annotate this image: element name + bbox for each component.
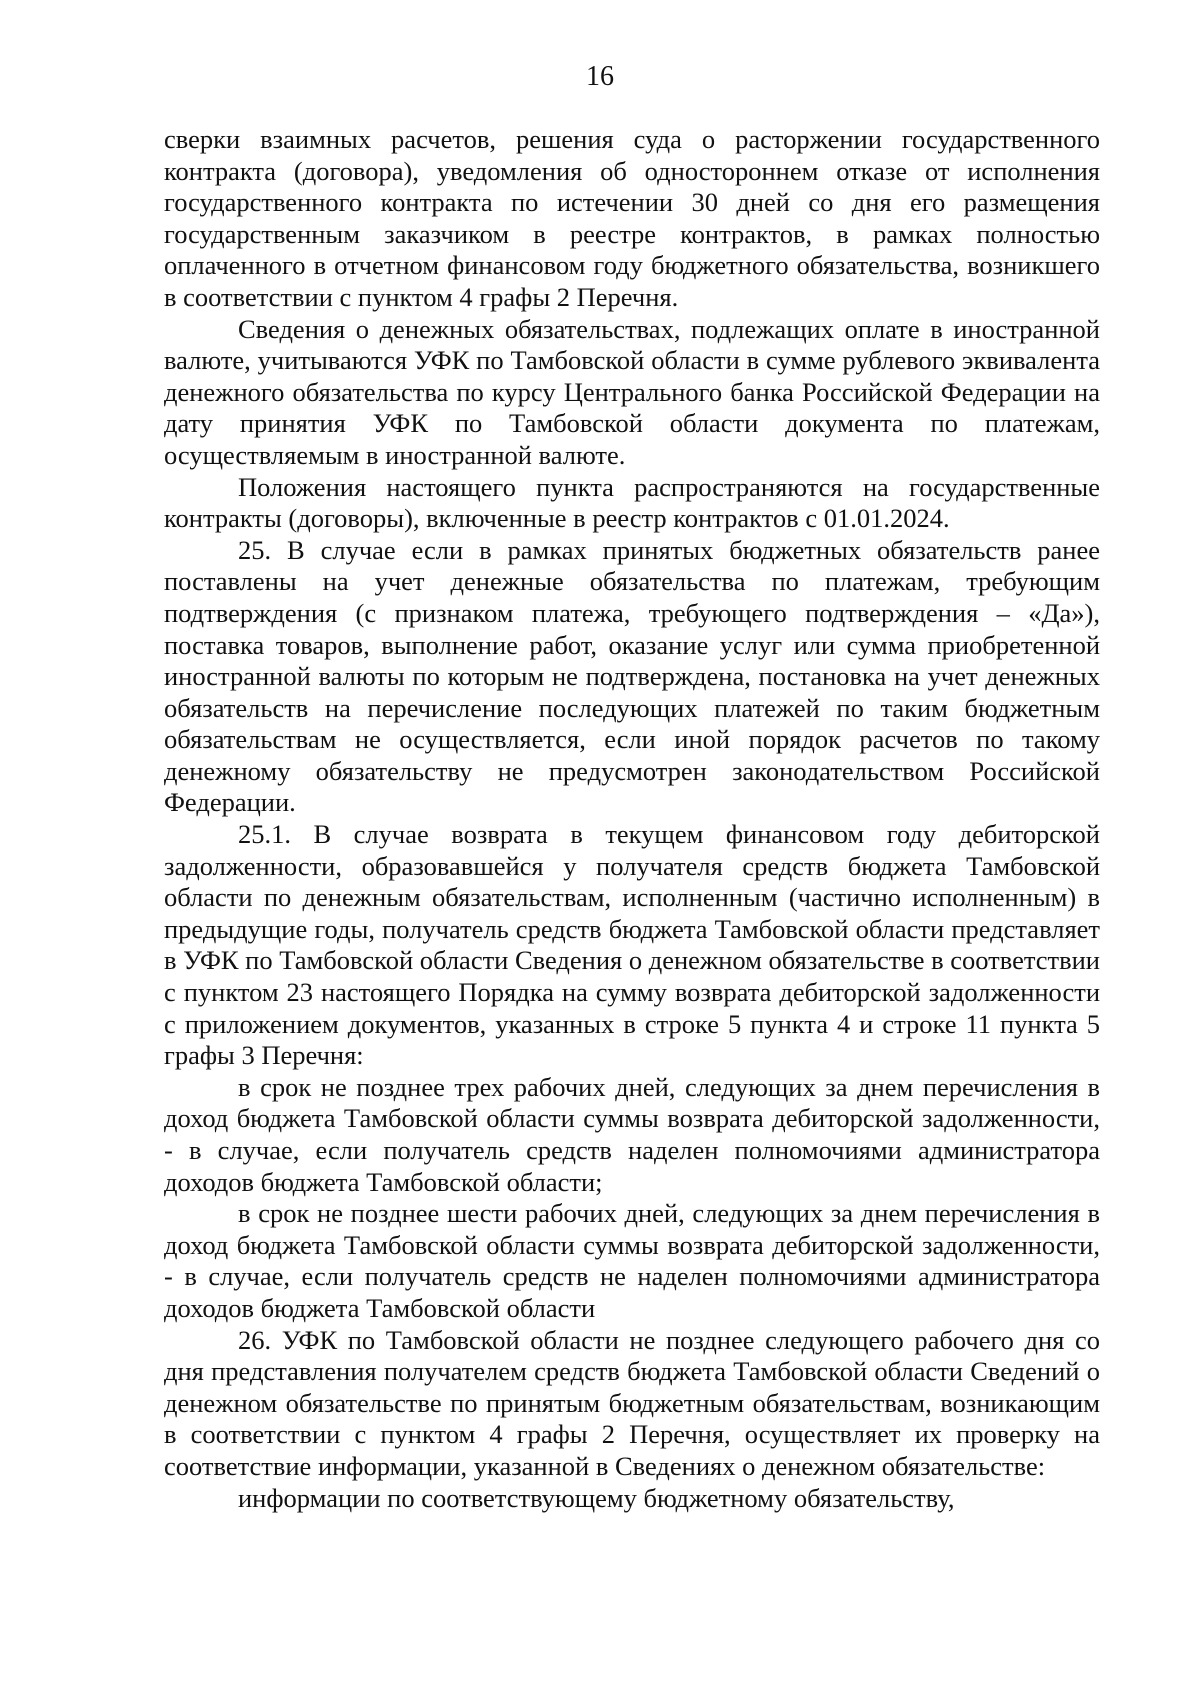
paragraph-six-days: в срок не позднее шести рабочих дней, следующих за днем перечисления в доход бюджета Тамбовской области суммы возврата дебиторской задолженности, - в случае, если получатель средств не наделен полномочиями администратора доходов бюджета Тамбовской области [164, 1198, 1100, 1323]
document-body [164, 124, 1100, 1514]
paragraph-item-25: 25. В случае если в рамках принятых бюджетных обязательств ранее поставлены на учет денежные обязательства по платежам, требующим подтверждения (с признаком платежа, требующего подтверждения – «Да»), поставка товаров, выполнение работ, оказание услуг или сумма приобретенной иностранной валюты по которым не подтверждена, постановка на учет денежных обязательств на перечисление последующих платежей по таким бюджетным обязательствам не осуществляется, если иной порядок расчетов по такому денежному обязательству не предусмотрен законодательством Российской Федерации. [164, 534, 1100, 818]
paragraph-foreign-currency: Сведения о денежных обязательствах, подлежащих оплате в иностранной валюте, учитываются УФК по Тамбовской области в сумме рублевого эквивалента денежного обязательства по курсу Центрального банка Российской Федерации на дату принятия УФК по Тамбовской области документа по платежам, осуществляемым в иностранной валюте. [164, 313, 1100, 470]
paragraph-item-26: 26. УФК по Тамбовской области не позднее следующего рабочего дня со дня представления получателем средств бюджета Тамбовской области Сведений о денежном обязательстве по принятым бюджетным обязательствам, возникающим в соответствии с пунктом 4 графы 2 Перечня, осуществляет их проверку на соответствие информации, указанной в Сведениях о денежном обязательстве: [164, 1324, 1100, 1481]
page-number: 16 [586, 61, 614, 92]
paragraph-information: информации по соответствующему бюджетному обязательству, [238, 1482, 955, 1513]
paragraph-item-25-1: 25.1. В случае возврата в текущем финансовом году дебиторской задолженности, образовавшейся у получателя средств бюджета Тамбовской области по денежным обязательствам, исполненным (частично исполненным) в предыдущие годы, получатель средств бюджета Тамбовской области представляет в УФК по Тамбовской области Сведения о денежном обязательстве в соответствии с пунктом 23 настоящего Порядка на сумму возврата дебиторской задолженности с приложением документов, указанных в строке 5 пункта 4 и строке 11 пункта 5 графы 3 Перечня: [164, 819, 1100, 1071]
paragraph-scope: Положения настоящего пункта распространяются на государственные контракты (договоры), включенные в реестр контрактов с 01.01.2024. [164, 471, 1100, 534]
paragraph-three-days: в срок не позднее трех рабочих дней, следующих за днем перечисления в доход бюджета Тамбовской области суммы возврата дебиторской задолженности, - в случае, если получатель средств наделен полномочиями администратора доходов бюджета Тамбовской области; [164, 1071, 1100, 1197]
paragraph-reconciliation: сверки взаимных расчетов, решения суда о расторжении государственного контракта (договора), уведомления об одностороннем отказе от исполнения государственного контракта по истечении 30 дней со дня его размещения государственным заказчиком в реестре контрактов, в рамках полностью оплаченного в отчетном финансовом году бюджетного обязательства, возникшего в соответствии с пунктом 4 графы 2 Перечня. [164, 124, 1100, 312]
